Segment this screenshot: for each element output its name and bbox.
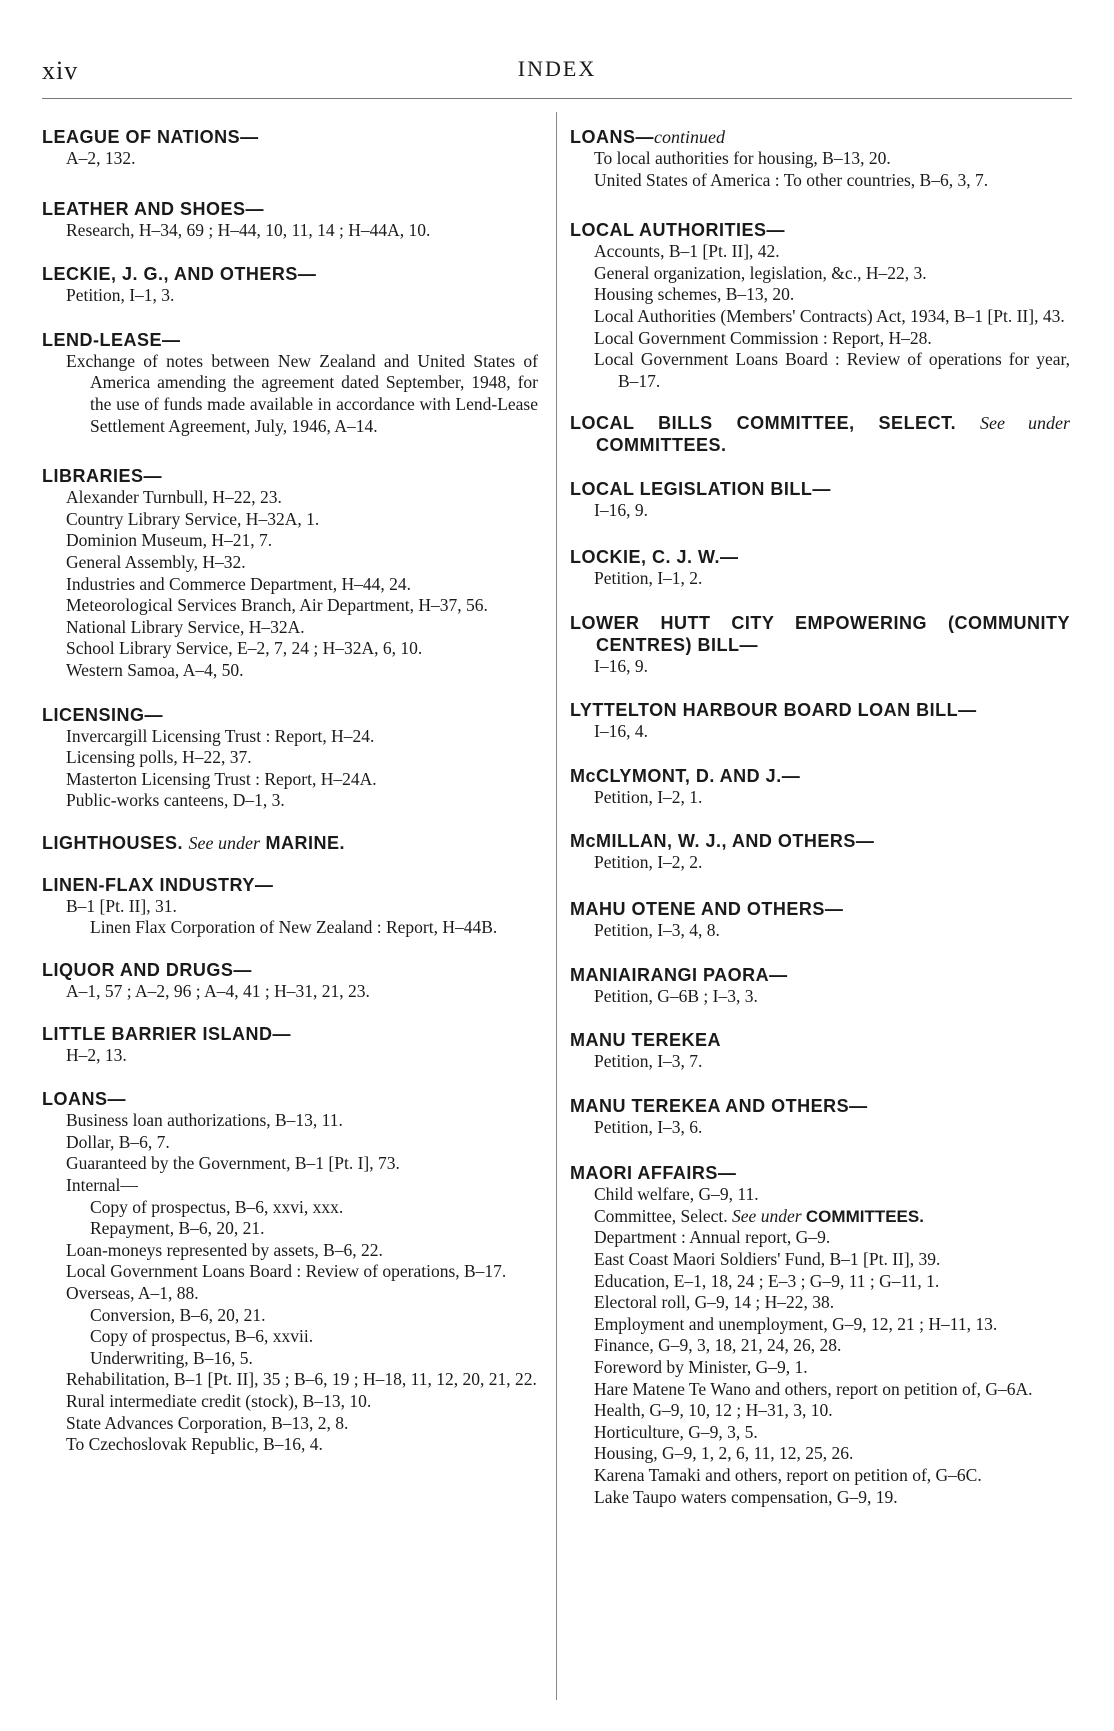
heading-text: LOCAL AUTHORITIES— <box>570 220 785 241</box>
index-line <box>42 148 538 170</box>
see-target: COMMITTEES. <box>805 1206 924 1226</box>
index-line <box>42 1434 538 1456</box>
heading-text: LIGHTHOUSES. <box>42 832 184 853</box>
line-text: Petition, G–6B ; I–3, 3. <box>594 985 758 1006</box>
line-text: Electoral roll, G–9, 14 ; H–22, 38. <box>594 1292 835 1313</box>
line-text: To local authorities for housing, B–13, 20. <box>594 148 891 168</box>
index-line <box>570 656 1070 678</box>
index-line <box>42 660 538 682</box>
index-line <box>42 638 538 660</box>
index-line <box>42 1283 538 1305</box>
heading-text: LITTLE BARRIER ISLAND— <box>42 1023 291 1044</box>
line-text: Copy of prospectus, B–6, xxvi, xxx. <box>90 1196 344 1217</box>
index-line <box>570 852 1070 874</box>
index-line <box>42 220 538 242</box>
index-entry <box>42 1023 538 1067</box>
index-line <box>42 1348 538 1370</box>
index-line <box>570 1314 1070 1336</box>
line-text: Local Government Loans Board : Review of operations for year, B–17. <box>594 349 1070 391</box>
line-text: Dominion Museum, H–21, 7. <box>66 530 273 551</box>
index-line <box>42 896 538 918</box>
line-text: Local Government Loans Board : Review of operations, B–17. <box>66 1261 507 1282</box>
line-text: Overseas, A–1, 88. <box>66 1283 199 1303</box>
heading-text: MAORI AFFAIRS— <box>570 1163 737 1184</box>
line-text: Petition, I–1, 2. <box>594 567 703 588</box>
entry-heading <box>42 198 538 220</box>
line-text: Rehabilitation, B–1 [Pt. II], 35 ; B–6, 19 ; H–18, 11, 12, 20, 21, 22. <box>66 1369 537 1390</box>
line-text: Alexander Turnbull, H–22, 23. <box>66 487 282 508</box>
index-line <box>42 1045 538 1067</box>
index-line <box>570 170 1070 192</box>
line-text: I–16, 9. <box>594 500 648 521</box>
index-line <box>570 1206 1070 1228</box>
index-line <box>42 1369 538 1391</box>
see-target: COMMITTEES. <box>596 435 727 456</box>
entry-heading <box>42 832 538 854</box>
index-line <box>42 981 538 1003</box>
line-text: Public-works canteens, D–1, 3. <box>66 790 285 811</box>
line-text: East Coast Maori Soldiers' Fund, B–1 [Pt. II], 39. <box>594 1249 941 1270</box>
index-line <box>42 1305 538 1327</box>
index-entry <box>42 874 538 939</box>
index-line <box>570 1443 1070 1465</box>
index-line <box>42 1132 538 1154</box>
entry-heading <box>570 1029 1070 1051</box>
entry-heading <box>570 964 1070 986</box>
line-text: United States of America : To other countries, B–6, 3, 7. <box>594 169 989 190</box>
index-entry <box>570 219 1070 392</box>
heading-text: LIQUOR AND DRUGS— <box>42 960 252 981</box>
line-text: Repayment, B–6, 20, 21. <box>90 1218 265 1239</box>
index-line <box>42 917 538 939</box>
index-line <box>42 726 538 748</box>
index-line <box>570 1249 1070 1271</box>
index-line <box>42 769 538 791</box>
line-text: Loan-moneys represented by assets, B–6, 22. <box>66 1239 383 1260</box>
entry-heading <box>42 329 538 351</box>
index-line <box>42 552 538 574</box>
line-text: Industries and Commerce Department, H–44, 24. <box>66 573 412 594</box>
line-text: Housing schemes, B–13, 20. <box>594 284 795 305</box>
index-line <box>42 509 538 531</box>
heading-text: LEND-LEASE— <box>42 329 181 350</box>
heading-text: McCLYMONT, D. AND J.— <box>570 765 801 786</box>
index-line <box>570 568 1070 590</box>
entry-heading <box>570 412 1070 456</box>
line-text: Health, G–9, 10, 12 ; H–31, 3, 10. <box>594 1400 833 1421</box>
index-line <box>570 1422 1070 1444</box>
line-text: Horticulture, G–9, 3, 5. <box>594 1421 758 1442</box>
heading-text: MANU TEREKEA <box>570 1030 722 1051</box>
line-text: Licensing polls, H–22, 37. <box>66 747 252 768</box>
index-entry <box>570 612 1070 678</box>
index-line <box>570 1357 1070 1379</box>
line-text: Karena Tamaki and others, report on petition of, G–6C. <box>594 1465 982 1485</box>
see-under: See under <box>732 1205 802 1226</box>
header-rule <box>42 98 1072 99</box>
heading-text: LINEN-FLAX INDUSTRY— <box>42 874 274 895</box>
line-text: Research, H–34, 69 ; H–44, 10, 11, 14 ; H–44A, 10. <box>66 219 431 240</box>
see-under: See under <box>188 832 261 853</box>
line-text: A–1, 57 ; A–2, 96 ; A–4, 41 ; H–31, 21, 23. <box>66 981 370 1002</box>
index-line <box>42 285 538 307</box>
entry-heading <box>42 874 538 896</box>
right-column <box>570 126 1070 1508</box>
index-entry <box>570 1029 1070 1073</box>
line-text: Western Samoa, A–4, 50. <box>66 659 244 680</box>
index-entry <box>570 478 1070 522</box>
line-text: Local Government Commission : Report, H–28. <box>594 327 932 348</box>
index-line <box>570 500 1070 522</box>
index-line <box>570 1227 1070 1249</box>
entry-heading <box>570 612 1070 656</box>
line-text: Education, E–1, 18, 24 ; E–3 ; G–9, 11 ; G–11, 1. <box>594 1270 940 1291</box>
index-line <box>570 1117 1070 1139</box>
line-text: Foreword by Minister, G–9, 1. <box>594 1357 808 1378</box>
index-entry <box>42 704 538 812</box>
heading-text: LECKIE, J. G., AND OTHERS— <box>42 264 317 285</box>
line-text: Housing, G–9, 1, 2, 6, 11, 12, 25, 26. <box>594 1443 854 1464</box>
index-line <box>42 1175 538 1197</box>
entry-heading <box>570 1162 1070 1184</box>
entry-heading <box>570 546 1070 568</box>
heading-text: MAHU OTENE AND OTHERS— <box>570 898 844 919</box>
line-text: General Assembly, H–32. <box>66 551 246 572</box>
index-line <box>570 986 1070 1008</box>
index-line <box>42 1326 538 1348</box>
line-text: Accounts, B–1 [Pt. II], 42. <box>594 241 780 262</box>
index-line <box>570 1271 1070 1293</box>
line-text: H–2, 13. <box>66 1044 127 1065</box>
line-text: Guaranteed by the Government, B–1 [Pt. I], 73. <box>66 1153 400 1174</box>
index-line <box>570 263 1070 285</box>
index-entry <box>42 959 538 1003</box>
index-entry <box>570 546 1070 590</box>
line-text: To Czechoslovak Republic, B–16, 4. <box>66 1434 323 1455</box>
index-entry <box>42 198 538 242</box>
index-entry <box>570 126 1070 191</box>
index-line <box>42 747 538 769</box>
heading-text: LEAGUE OF NATIONS— <box>42 127 259 147</box>
entry-heading <box>42 126 538 148</box>
see-under: See under <box>980 413 1070 434</box>
line-text: Lake Taupo waters compensation, G–9, 19. <box>594 1486 898 1507</box>
index-line <box>570 1184 1070 1206</box>
heading-text: MANU TEREKEA AND OTHERS— <box>570 1095 868 1116</box>
index-line <box>42 1391 538 1413</box>
line-text: Petition, I–3, 4, 8. <box>594 919 720 940</box>
heading-text: LEATHER AND SHOES— <box>42 198 265 219</box>
line-text: Petition, I–2, 1. <box>594 786 703 807</box>
heading-text: LOWER HUTT CITY EMPOWERING (COMMUNITY CENTRES) BILL— <box>570 612 1070 655</box>
index-line <box>42 1218 538 1240</box>
entry-heading <box>42 704 538 726</box>
line-text: Petition, I–3, 6. <box>594 1116 703 1137</box>
heading-text: LOANS— <box>42 1089 126 1110</box>
index-line <box>42 617 538 639</box>
entry-heading <box>570 830 1070 852</box>
index-line <box>42 1261 538 1283</box>
line-text: Hare Matene Te Wano and others, report on petition of, G–6A. <box>594 1378 1033 1399</box>
heading-text: LOCKIE, C. J. W.— <box>570 546 739 567</box>
heading-text: LYTTELTON HARBOUR BOARD LOAN BILL— <box>570 700 977 721</box>
heading-text: LOANS— <box>570 127 654 147</box>
index-line <box>570 1465 1070 1487</box>
heading-text: MANIAIRANGI PAORA— <box>570 964 788 985</box>
line-text: Finance, G–9, 3, 18, 21, 24, 26, 28. <box>594 1335 842 1356</box>
see-target: MARINE. <box>265 832 346 853</box>
index-entry <box>570 898 1070 942</box>
index-line <box>570 284 1070 306</box>
page-number: xiv <box>42 56 79 85</box>
index-line <box>42 351 538 437</box>
line-text: Exchange of notes between New Zealand and United States of America amending the agreement dated September, 1948, for the use of funds made available in accordance with Lend-Lease Settlement Agreement, July, 1946, A–14. <box>66 350 538 436</box>
index-entry <box>42 832 538 854</box>
index-line <box>42 1110 538 1132</box>
index-line <box>570 328 1070 350</box>
index-line <box>570 787 1070 809</box>
line-text: Business loan authorizations, B–13, 11. <box>66 1110 343 1131</box>
entry-heading <box>570 126 1070 148</box>
index-line <box>570 1051 1070 1073</box>
line-text: Committee, Select. <box>594 1205 728 1226</box>
entry-heading <box>42 1088 538 1110</box>
index-line <box>42 487 538 509</box>
heading-text: LIBRARIES— <box>42 466 163 487</box>
index-line <box>570 1292 1070 1314</box>
entry-heading <box>42 465 538 487</box>
entry-heading <box>570 1095 1070 1117</box>
index-entry <box>570 699 1070 743</box>
index-line <box>570 920 1070 942</box>
index-entry <box>42 263 538 307</box>
line-text: National Library Service, H–32A. <box>66 616 305 637</box>
heading-text: LICENSING— <box>42 704 164 725</box>
index-line <box>570 1335 1070 1357</box>
index-entry <box>42 329 538 437</box>
index-line <box>570 1379 1070 1401</box>
index-line <box>570 148 1070 170</box>
index-line <box>42 790 538 812</box>
index-line <box>570 721 1070 743</box>
line-text: Child welfare, G–9, 11. <box>594 1184 759 1205</box>
index-entry <box>570 412 1070 456</box>
line-text: Dollar, B–6, 7. <box>66 1131 170 1152</box>
heading-text: LOCAL LEGISLATION BILL— <box>570 479 831 500</box>
index-entry <box>570 964 1070 1008</box>
index-line <box>42 1413 538 1435</box>
line-text: Local Authorities (Members' Contracts) Act, 1934, B–1 [Pt. II], 43. <box>594 305 1065 326</box>
line-text: Masterton Licensing Trust : Report, H–24A. <box>66 768 377 789</box>
index-line <box>42 1240 538 1262</box>
index-line <box>42 1153 538 1175</box>
entry-heading <box>570 898 1070 920</box>
line-text: Petition, I–2, 2. <box>594 852 703 873</box>
column-divider <box>556 112 557 1700</box>
entry-heading <box>570 699 1070 721</box>
index-line <box>570 306 1070 328</box>
line-text: School Library Service, E–2, 7, 24 ; H–32A, 6, 10. <box>66 638 423 659</box>
index-entry <box>42 1088 538 1456</box>
index-entry <box>570 1162 1070 1508</box>
index-line <box>42 595 538 617</box>
line-text: Invercargill Licensing Trust : Report, H–24. <box>66 725 375 746</box>
line-text: Rural intermediate credit (stock), B–13, 10. <box>66 1390 372 1411</box>
index-line <box>570 1400 1070 1422</box>
entry-heading <box>42 263 538 285</box>
heading-text: LOCAL BILLS COMMITTEE, SELECT. <box>570 413 957 434</box>
line-text: Petition, I–3, 7. <box>594 1051 703 1072</box>
entry-heading <box>570 219 1070 241</box>
index-line <box>570 241 1070 263</box>
index-entry <box>42 126 538 170</box>
line-text: I–16, 9. <box>594 655 648 676</box>
line-text: Country Library Service, H–32A, 1. <box>66 508 320 529</box>
left-column <box>42 126 538 1456</box>
index-line <box>570 1487 1070 1509</box>
index-entry <box>570 765 1070 809</box>
line-text: General organization, legislation, &c., H–22, 3. <box>594 262 927 283</box>
index-entry <box>570 830 1070 874</box>
heading-text: McMILLAN, W. J., AND OTHERS— <box>570 831 875 852</box>
line-text: Department : Annual report, G–9. <box>594 1227 831 1248</box>
entry-heading <box>570 478 1070 500</box>
index-line <box>42 530 538 552</box>
line-text: State Advances Corporation, B–13, 2, 8. <box>66 1412 349 1433</box>
index-line <box>42 574 538 596</box>
entry-heading <box>570 765 1070 787</box>
index-entry <box>42 465 538 681</box>
line-text: Copy of prospectus, B–6, xxvii. <box>90 1326 314 1347</box>
line-text: Underwriting, B–16, 5. <box>90 1347 253 1368</box>
line-text: Meteorological Services Branch, Air Department, H–37, 56. <box>66 595 488 616</box>
line-text: Employment and unemployment, G–9, 12, 21 ; H–11, 13. <box>594 1313 998 1334</box>
index-entry <box>570 1095 1070 1139</box>
line-text: Internal— <box>66 1175 138 1196</box>
entry-heading <box>42 1023 538 1045</box>
index-line <box>570 349 1070 392</box>
entry-heading <box>42 959 538 981</box>
line-text: B–1 [Pt. II], 31. <box>66 895 177 916</box>
heading-continued: continued <box>654 127 725 147</box>
line-text: A–2, 132. <box>66 148 136 168</box>
line-text: Petition, I–1, 3. <box>66 285 175 306</box>
index-line <box>42 1197 538 1219</box>
page-title: INDEX <box>517 56 597 81</box>
line-text: Conversion, B–6, 20, 21. <box>90 1304 266 1325</box>
line-text: Linen Flax Corporation of New Zealand : Report, H–44B. <box>90 917 498 938</box>
line-text: I–16, 4. <box>594 721 648 742</box>
